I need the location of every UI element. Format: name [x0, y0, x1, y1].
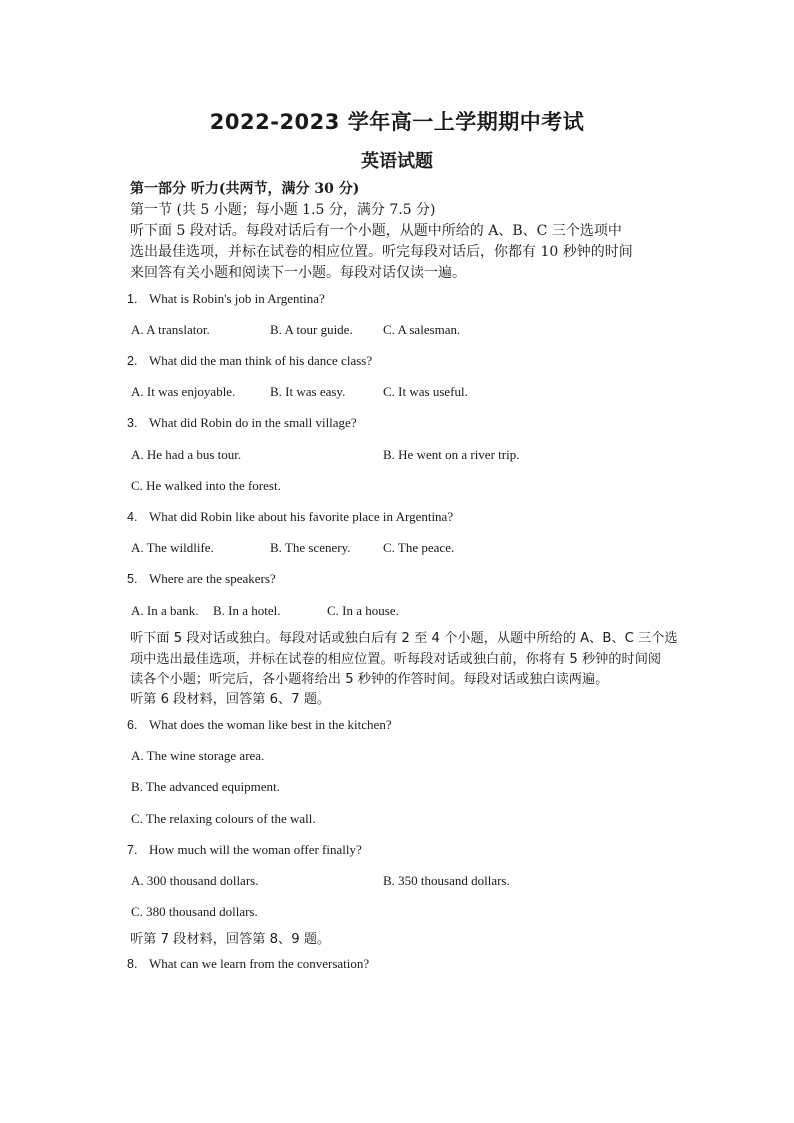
part1-heading: 第一部分 听力(共两节，满分 30 分)	[130, 181, 360, 197]
q4-option-c: C. The peace.	[383, 540, 455, 555]
section1-instructions-line-2: 选出最佳选项，并标在试卷的相应位置。听完每段对话后，你都有 10 秒钟的时间	[130, 244, 633, 260]
q7-option-a: A. 300 thousand dollars.	[131, 873, 259, 888]
question-4	[127, 509, 453, 525]
q4-option-b: B. The scenery.	[270, 540, 351, 555]
question-text: What does the woman like best in the kitchen?	[149, 717, 392, 732]
question-number: 8.	[127, 957, 138, 971]
question-text: What did the man think of his dance class?	[149, 353, 373, 368]
question-number: 7.	[127, 843, 138, 857]
q7-option-b: B. 350 thousand dollars.	[383, 873, 510, 888]
q2-option-b: B. It was easy.	[270, 384, 346, 399]
section2-instructions-line-1: 听下面 5 段对话或独白。每段对话或独白后有 2 至 4 个小题，从题中所给的 A、B、C 三个选	[130, 631, 678, 646]
question-3	[127, 415, 357, 431]
exam-title: 2022-2023 学年高一上学期期中考试	[209, 110, 585, 134]
section2-instructions-line-2: 项中选出最佳选项，并标在试卷的相应位置。听每段对话或独白前，你将有 5 秒钟的时间阅	[130, 652, 662, 667]
section1-heading: 第一节 (共 5 小题；每小题 1.5 分，满分 7.5 分)	[130, 202, 436, 218]
q6-option-c: C. The relaxing colours of the wall.	[131, 811, 316, 826]
q3-option-a: A. He had a bus tour.	[131, 447, 242, 462]
question-6	[127, 717, 392, 733]
question-text: How much will the woman offer finally?	[149, 842, 362, 857]
q1-option-c: C. A salesman.	[383, 322, 461, 337]
material-6-label: 听第 6 段材料，回答第 6、7 题。	[130, 692, 331, 707]
q1-option-a: A. A translator.	[131, 322, 210, 337]
q7-option-c: C. 380 thousand dollars.	[131, 904, 258, 919]
material-7-label: 听第 7 段材料，回答第 8、9 题。	[130, 932, 331, 947]
question-text: What can we learn from the conversation?	[149, 956, 370, 971]
section1-instructions-line-1: 听下面 5 段对话。每段对话后有一个小题，从题中所给的 A、B、C 三个选项中	[130, 223, 622, 239]
question-text: Where are the speakers?	[149, 571, 276, 586]
q5-option-a: A. In a bank.	[131, 603, 199, 618]
exam-subtitle: 英语试题	[361, 151, 433, 172]
question-number: 4.	[127, 510, 138, 524]
question-number: 6.	[127, 718, 138, 732]
question-7	[127, 842, 362, 858]
q5-option-c: C. In a house.	[327, 603, 399, 618]
question-2	[127, 353, 372, 369]
question-number: 5.	[127, 572, 138, 586]
q1-option-b: B. A tour guide.	[270, 322, 353, 337]
q4-option-a: A. The wildlife.	[131, 540, 214, 555]
question-5	[127, 571, 276, 587]
q2-option-c: C. It was useful.	[383, 384, 468, 399]
q6-option-b: B. The advanced equipment.	[131, 779, 280, 794]
section1-instructions-line-3: 来回答有关小题和阅读下一小题。每段对话仅读一遍。	[130, 265, 466, 281]
question-8	[127, 956, 369, 972]
q6-option-a: A. The wine storage area.	[131, 748, 265, 763]
q2-option-a: A. It was enjoyable.	[131, 384, 236, 399]
question-number: 3.	[127, 416, 138, 430]
question-number: 2.	[127, 354, 138, 368]
section2-instructions-line-3: 读各个小题；听完后，各小题将给出 5 秒钟的作答时间。每段对话或独白读两遍。	[130, 672, 609, 687]
question-number: 1.	[127, 292, 138, 306]
q3-option-c: C. He walked into the forest.	[131, 478, 281, 493]
question-text: What did Robin do in the small village?	[149, 415, 357, 430]
q3-option-b: B. He went on a river trip.	[383, 447, 520, 462]
question-1	[127, 291, 325, 307]
question-text: What did Robin like about his favorite place in Argentina?	[149, 509, 454, 524]
question-text: What is Robin's job in Argentina?	[149, 291, 325, 306]
q5-option-b: B. In a hotel.	[213, 603, 281, 618]
